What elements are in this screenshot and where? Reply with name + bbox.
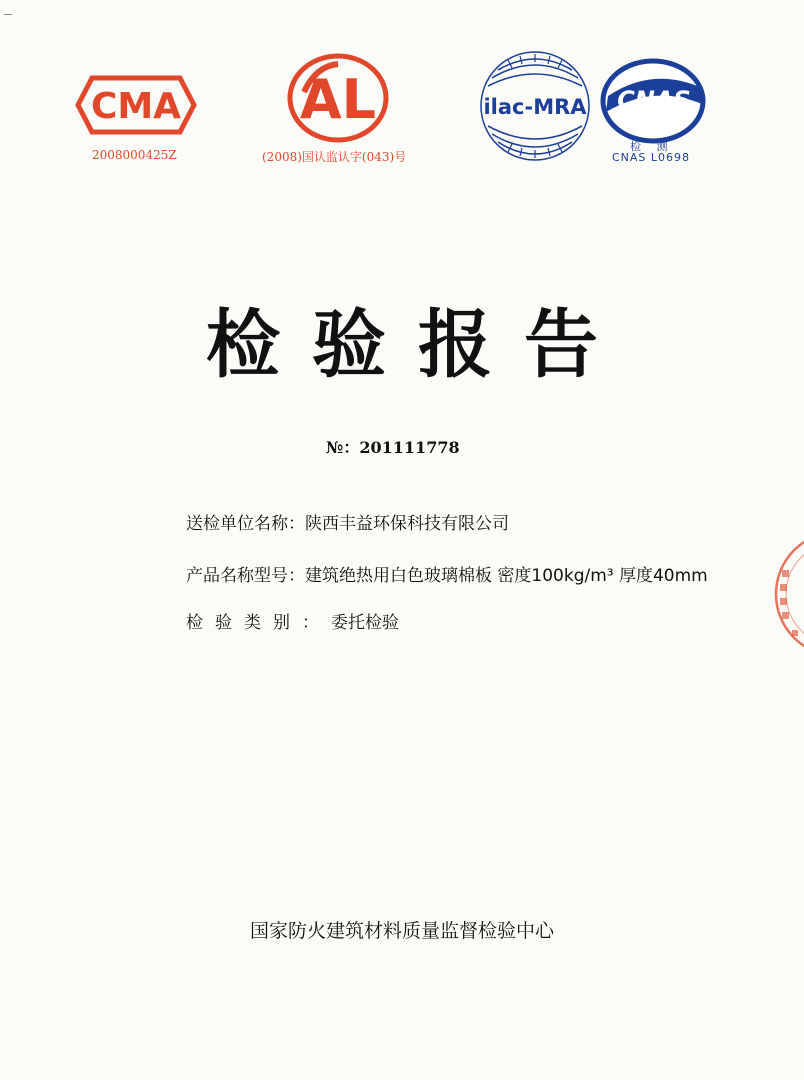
cma-cert-number: 2008000425Z	[92, 148, 177, 162]
cma-logo-icon	[74, 74, 198, 136]
issuing-organization: 国家防火建筑材料质量监督检验中心	[249, 920, 554, 942]
partial-seal-stamp	[758, 530, 804, 664]
cnas-logo-icon	[598, 56, 708, 146]
svg-text:CMA: CMA	[90, 86, 182, 127]
field-submitter-label: 送检单位名称：	[186, 514, 305, 534]
field-product-label: 产品名称型号：	[186, 566, 305, 586]
svg-text:AL: AL	[299, 68, 377, 131]
ilac-mra-logo-icon	[478, 48, 592, 164]
field-product	[186, 561, 708, 586]
field-submitter-value: 陕西丰益环保科技有限公司	[305, 514, 509, 534]
cal-logo-icon	[286, 52, 390, 144]
field-product-value: 建筑绝热用白色玻璃棉板 密度100kg/m³ 厚度40mm	[305, 566, 708, 586]
field-submitter	[186, 509, 509, 534]
svg-text:ilac-MRA: ilac-MRA	[483, 95, 587, 119]
field-inspection-type	[186, 608, 399, 633]
report-title: 检验报告	[206, 302, 630, 388]
field-inspection-type-label: 检验类别：	[186, 613, 331, 633]
report-number: №：201111778	[326, 438, 460, 457]
field-inspection-type-value: 委托检验	[331, 613, 399, 633]
cal-cert-number: (2008)国认监认字(043)号	[262, 150, 407, 164]
scan-mark	[4, 14, 12, 15]
cnas-sub-label: 检 测	[630, 140, 674, 153]
svg-text:CNAS: CNAS	[617, 86, 691, 114]
cnas-cert-number: CNAS L0698	[612, 151, 691, 164]
